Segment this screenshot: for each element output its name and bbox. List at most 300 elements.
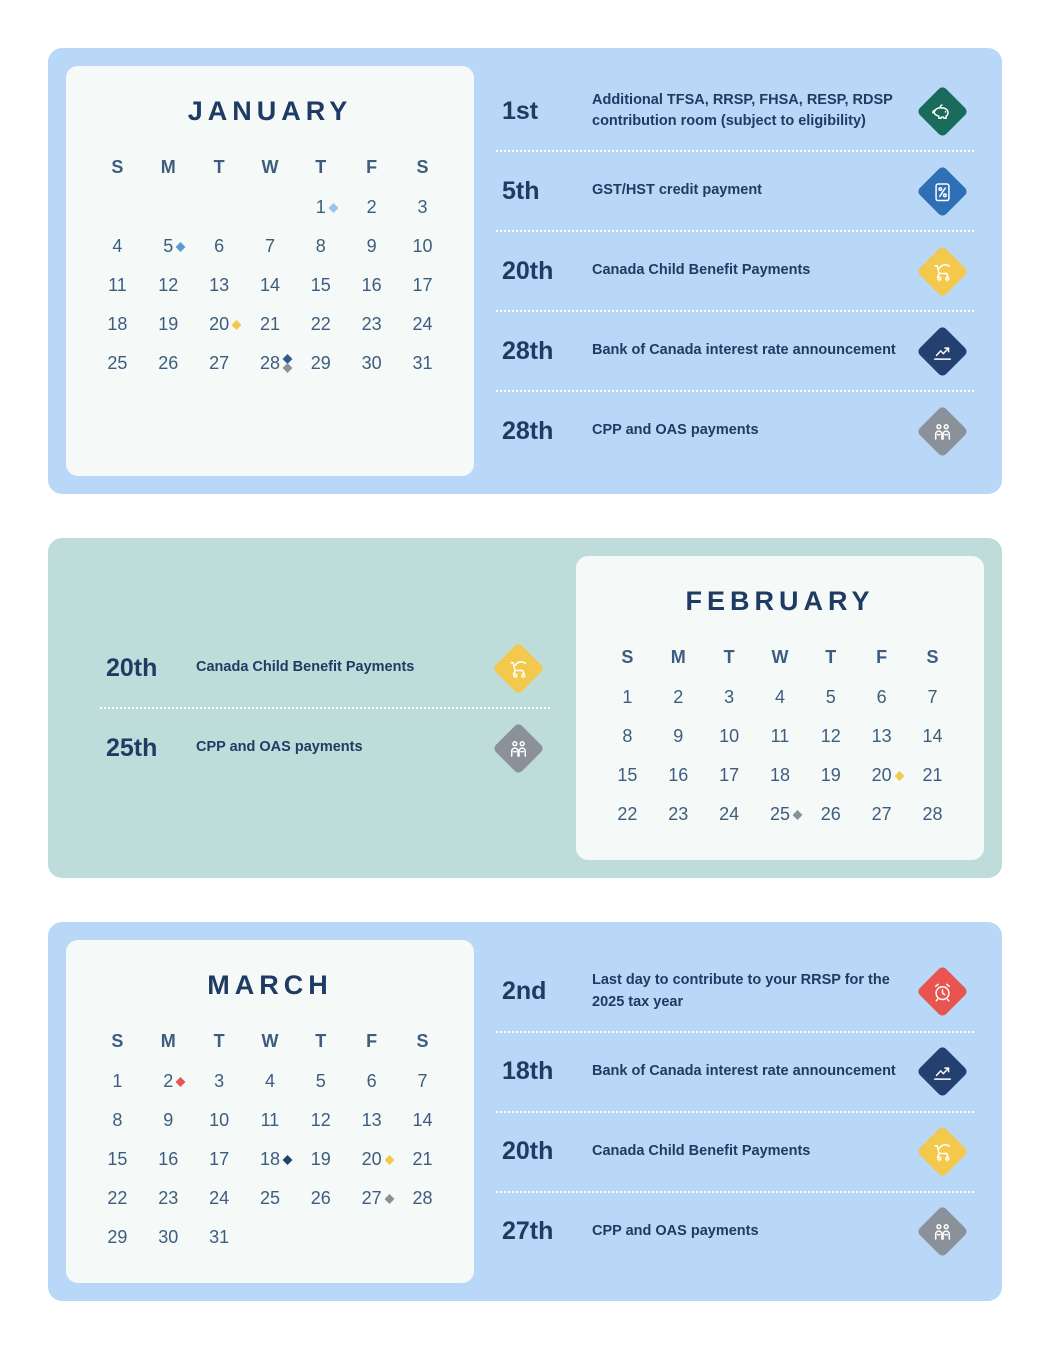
- calendar-day-cell[interactable]: [194, 266, 245, 305]
- weekday-header: W: [771, 647, 789, 667]
- event-description: CPP and OAS payments: [592, 422, 759, 439]
- months-container: [48, 48, 1002, 1301]
- calendar-day-cell[interactable]: [245, 266, 296, 305]
- calendar-day-marker-dot: [384, 1194, 394, 1204]
- calendar-day-number: 22: [617, 804, 638, 824]
- calendar-day-number: 5: [315, 1071, 326, 1091]
- event-icon-glyph: [931, 1221, 953, 1243]
- calendar-day-number: 28: [260, 353, 280, 374]
- event-icon-badge: [916, 245, 968, 297]
- calendar-day-number: 2: [163, 1071, 173, 1092]
- event-row[interactable]: [496, 1113, 974, 1193]
- calendar-day-number: 31: [412, 353, 433, 373]
- calendar-day-number: 11: [108, 275, 127, 295]
- calendar-day-marker-dot: [283, 1155, 293, 1165]
- calendar-day-number: 3: [724, 687, 735, 707]
- alarm-clock-icon: [916, 966, 968, 1018]
- event-row[interactable]: [496, 232, 974, 312]
- weekday-header: F: [366, 157, 378, 177]
- calendar-day-marker-dot: [176, 1077, 186, 1087]
- calendar-day-cell[interactable]: [856, 717, 907, 756]
- event-day: 27th: [502, 1217, 554, 1245]
- calendar-day-cell[interactable]: [907, 678, 958, 717]
- calendar-day-number: 15: [617, 765, 638, 785]
- calendar-day-cell[interactable]: [397, 266, 448, 305]
- event-day: 5th: [502, 176, 540, 205]
- event-icon-glyph: [931, 180, 953, 202]
- event-day: 20th: [502, 1137, 554, 1165]
- calendar-day-number: 12: [820, 726, 841, 746]
- calendar-day-number: 21: [412, 1149, 433, 1169]
- calendar-day-number: 12: [310, 1110, 331, 1130]
- calendar-day-cell[interactable]: [755, 678, 806, 717]
- calendar-day-cell[interactable]: [907, 717, 958, 756]
- calendar-day-number: 22: [310, 314, 331, 334]
- event-icon-badge: [916, 165, 968, 217]
- weekday-header-row: [92, 1027, 448, 1062]
- calendar-day-cell[interactable]: [346, 188, 397, 227]
- event-day: 18th: [502, 1057, 554, 1085]
- calendar-day-number: 24: [719, 804, 740, 824]
- calendar-day-cell[interactable]: [704, 717, 755, 756]
- calendar-day-cell[interactable]: [245, 1062, 296, 1101]
- event-icon-badge: [916, 965, 968, 1017]
- calendar-week-row: [92, 1140, 448, 1179]
- event-description: Last day to contribute to your RRSP for the 2025 tax year: [592, 972, 890, 1010]
- calendar-day-cell[interactable]: [602, 678, 653, 717]
- calendar-day-number: 29: [107, 1227, 128, 1247]
- calendar-day-number: 6: [366, 1071, 377, 1091]
- event-row[interactable]: [100, 629, 550, 709]
- stroller-icon: [916, 1126, 968, 1178]
- event-row[interactable]: [496, 953, 974, 1033]
- calendar-day-number: 19: [820, 765, 841, 785]
- calendar-day-marker-dot: [793, 810, 803, 820]
- calendar-empty-cell: [295, 1218, 346, 1257]
- calendar-day-number: 12: [158, 275, 179, 295]
- calendar-day-cell[interactable]: [194, 1218, 245, 1257]
- calendar-day-cell[interactable]: [346, 305, 397, 344]
- calendar-day-cell[interactable]: [755, 717, 806, 756]
- weekday-header: F: [876, 647, 888, 667]
- calendar-day-cell[interactable]: [92, 1218, 143, 1257]
- calendar-week-row: [602, 717, 958, 756]
- calendar-day-number: 29: [310, 353, 331, 373]
- calendar-day-cell[interactable]: [397, 227, 448, 266]
- event-icon-glyph: [931, 981, 953, 1003]
- calendar-week-row: [602, 678, 958, 717]
- calendar-week-row: [602, 795, 958, 834]
- weekday-header: T: [315, 1031, 327, 1051]
- weekday-header-row: [92, 153, 448, 188]
- calendar-day-cell[interactable]: [143, 344, 194, 383]
- weekday-header: M: [670, 647, 686, 667]
- calendar-day-cell[interactable]: [295, 266, 346, 305]
- calendar-day-cell[interactable]: [346, 266, 397, 305]
- calendar-day-number: 21: [259, 314, 280, 334]
- weekday-header: S: [621, 647, 634, 667]
- calendar-week-row: [92, 1179, 448, 1218]
- calendar-day-cell[interactable]: [653, 717, 704, 756]
- calendar-day-cell[interactable]: [245, 305, 296, 344]
- calendar-day-cell[interactable]: [92, 1101, 143, 1140]
- calendar-day-cell[interactable]: [907, 795, 958, 834]
- event-day: 1st: [502, 96, 539, 125]
- calendar-day-cell[interactable]: [805, 795, 856, 834]
- calendar-day-cell[interactable]: [143, 1101, 194, 1140]
- event-icon-badge: [916, 405, 968, 457]
- calendar-day-number: 23: [158, 1188, 179, 1208]
- calendar-day-number: 28: [412, 1188, 433, 1208]
- calendar-day-number: 3: [417, 197, 428, 217]
- calendar-day-cell[interactable]: [602, 717, 653, 756]
- events-list-january: [474, 66, 984, 476]
- calendar-day-number: 17: [209, 1149, 230, 1169]
- calendar-day-cell[interactable]: [194, 344, 245, 383]
- calendar-day-number: 27: [362, 1188, 382, 1209]
- weekday-header: M: [160, 1031, 176, 1051]
- calendar-day-number: 1: [112, 1071, 123, 1091]
- calendar-day-cell[interactable]: [704, 678, 755, 717]
- event-row[interactable]: [496, 1193, 974, 1271]
- calendar-card-march: [66, 940, 474, 1283]
- calendar-day-cell[interactable]: [602, 795, 653, 834]
- calendar-day-number: 14: [259, 275, 280, 295]
- month-block-february: [48, 538, 1002, 878]
- calendar-day-number: 20: [872, 765, 892, 786]
- event-row[interactable]: [496, 72, 974, 152]
- calendar-day-cell[interactable]: [143, 1062, 194, 1101]
- calendar-day-number: 28: [922, 804, 943, 824]
- calendar-day-number: 21: [922, 765, 943, 785]
- calendar-month-title: FEBRUARY: [685, 586, 875, 616]
- event-description: Canada Child Benefit Payments: [592, 1142, 811, 1159]
- calendar-day-cell[interactable]: [295, 1179, 346, 1218]
- calendar-empty-cell: [194, 188, 245, 227]
- weekday-header: T: [315, 157, 327, 177]
- month-block-march: [48, 922, 1002, 1301]
- event-icon-glyph: [931, 1061, 953, 1083]
- calendar-day-number: 31: [209, 1227, 230, 1247]
- event-icon-badge: [916, 85, 968, 137]
- calendar-day-cell[interactable]: [856, 678, 907, 717]
- calendar-day-cell[interactable]: [755, 795, 806, 834]
- calendar-day-cell[interactable]: [143, 1140, 194, 1179]
- stroller-icon: [492, 642, 544, 694]
- calendar-day-cell[interactable]: [92, 227, 143, 266]
- calendar-day-cell[interactable]: [194, 227, 245, 266]
- calendar-day-number: 5: [825, 687, 836, 707]
- calendar-day-number: 26: [820, 804, 841, 824]
- event-description: Bank of Canada interest rate announcement: [592, 1062, 896, 1079]
- calendar-day-cell[interactable]: [295, 188, 346, 227]
- event-row[interactable]: [496, 392, 974, 470]
- calendar-day-cell[interactable]: [653, 678, 704, 717]
- calendar-day-number: 26: [158, 353, 179, 373]
- calendar-day-number: 9: [673, 726, 684, 746]
- calendar-card-february: [576, 556, 984, 860]
- event-row[interactable]: [496, 312, 974, 392]
- calendar-day-cell[interactable]: [92, 305, 143, 344]
- event-icon-glyph: [931, 100, 953, 122]
- calendar-day-cell[interactable]: [704, 795, 755, 834]
- calendar-day-number: 23: [668, 804, 689, 824]
- calendar-day-cell[interactable]: [397, 1101, 448, 1140]
- calendar-day-number: 1: [622, 687, 633, 707]
- calendar-day-marker-dot: [232, 320, 242, 330]
- weekday-header-row: [602, 643, 958, 678]
- seniors-icon: [492, 722, 544, 774]
- weekday-header: W: [261, 1031, 279, 1051]
- weekday-header: S: [416, 1031, 429, 1051]
- calendar-day-number: 16: [158, 1149, 179, 1169]
- calendar-month-title: JANUARY: [187, 96, 353, 126]
- calendar-day-number: 10: [719, 726, 740, 746]
- calendar-day-cell[interactable]: [346, 1140, 397, 1179]
- event-day: 28th: [502, 336, 554, 365]
- calendar-empty-cell: [92, 188, 143, 227]
- calendar-day-cell[interactable]: [143, 1218, 194, 1257]
- event-description: Canada Child Benefit Payments: [592, 262, 811, 279]
- event-icon-glyph: [507, 737, 529, 759]
- calendar-empty-cell: [245, 1218, 296, 1257]
- calendar-day-cell[interactable]: [245, 1179, 296, 1218]
- calendar-day-number: 18: [260, 1149, 280, 1170]
- chart-arrow-icon: [916, 1046, 968, 1098]
- calendar-day-cell[interactable]: [704, 756, 755, 795]
- weekday-header: W: [261, 157, 279, 177]
- event-description: CPP and OAS payments: [196, 739, 363, 756]
- calendar-grid: [92, 153, 448, 383]
- calendar-day-number: 7: [927, 687, 938, 707]
- calendar-day-number: 13: [871, 726, 892, 746]
- calendar-day-cell[interactable]: [143, 305, 194, 344]
- weekday-header: T: [723, 647, 735, 667]
- percent-tag-icon: [916, 165, 968, 217]
- calendar-day-number: 4: [112, 236, 123, 256]
- calendar-card-january: [66, 66, 474, 476]
- calendar-day-number: 14: [412, 1110, 433, 1130]
- calendar-day-cell[interactable]: [143, 266, 194, 305]
- calendar-day-cell[interactable]: [92, 266, 143, 305]
- calendar-day-cell[interactable]: [346, 1101, 397, 1140]
- month-block-january: [48, 48, 1002, 494]
- calendar-day-number: 6: [876, 687, 887, 707]
- calendar-day-number: 14: [922, 726, 943, 746]
- event-icon-glyph: [931, 260, 953, 282]
- calendar-day-number: 17: [412, 275, 433, 295]
- calendar-day-number: 4: [264, 1071, 275, 1091]
- event-icon-glyph: [931, 420, 953, 442]
- calendar-week-row: [92, 1062, 448, 1101]
- calendar-day-marker-dot: [328, 203, 338, 213]
- calendar-day-number: 4: [774, 687, 785, 707]
- calendar-day-cell[interactable]: [194, 1101, 245, 1140]
- calendar-day-number: 30: [361, 353, 382, 373]
- calendar-day-cell[interactable]: [295, 344, 346, 383]
- calendar-day-marker-dot: [283, 363, 293, 373]
- events-list-february: [66, 556, 576, 860]
- calendar-day-cell[interactable]: [397, 188, 448, 227]
- calendar-day-number: 25: [770, 804, 790, 825]
- calendar-day-number: 16: [668, 765, 689, 785]
- calendar-week-row: [602, 756, 958, 795]
- calendar-day-number: 13: [209, 275, 230, 295]
- calendar-day-number: 6: [214, 236, 225, 256]
- calendar-day-number: 10: [412, 236, 433, 256]
- calendar-grid: [92, 1027, 448, 1257]
- calendar-day-number: 25: [107, 353, 128, 373]
- calendar-day-cell[interactable]: [194, 1179, 245, 1218]
- calendar-day-cell[interactable]: [397, 1140, 448, 1179]
- calendar-day-number: 18: [769, 765, 790, 785]
- calendar-day-number: 22: [107, 1188, 128, 1208]
- calendar-day-cell[interactable]: [245, 344, 296, 383]
- calendar-day-number: 25: [259, 1188, 280, 1208]
- calendar-day-cell[interactable]: [346, 227, 397, 266]
- calendar-day-number: 8: [315, 236, 326, 256]
- calendar-day-cell[interactable]: [397, 1179, 448, 1218]
- calendar-day-cell[interactable]: [856, 795, 907, 834]
- calendar-day-cell[interactable]: [295, 1062, 346, 1101]
- event-description: Canada Child Benefit Payments: [196, 659, 415, 676]
- calendar-day-number: 8: [112, 1110, 123, 1130]
- calendar-day-cell[interactable]: [194, 305, 245, 344]
- calendar-empty-cell: [397, 1218, 448, 1257]
- calendar-day-cell[interactable]: [856, 756, 907, 795]
- calendar-day-cell[interactable]: [245, 227, 296, 266]
- event-description: CPP and OAS payments: [592, 1222, 759, 1239]
- calendar-day-number: 19: [310, 1149, 331, 1169]
- calendar-day-cell[interactable]: [653, 795, 704, 834]
- calendar-week-row: [92, 266, 448, 305]
- calendar-day-cell[interactable]: [143, 227, 194, 266]
- calendar-day-cell[interactable]: [295, 1140, 346, 1179]
- calendar-day-marker-dot: [176, 242, 186, 252]
- calendar-week-row: [92, 344, 448, 383]
- calendar-day-cell[interactable]: [194, 1140, 245, 1179]
- calendar-day-cell[interactable]: [295, 227, 346, 266]
- calendar-day-number: 13: [361, 1110, 382, 1130]
- calendar-day-cell[interactable]: [397, 1062, 448, 1101]
- calendar-day-number: 2: [673, 687, 684, 707]
- calendar-empty-cell: [346, 1218, 397, 1257]
- weekday-header: F: [366, 1031, 378, 1051]
- calendar-week-row: [92, 1101, 448, 1140]
- calendar-week-row: [92, 188, 448, 227]
- calendar-day-number: 9: [366, 236, 377, 256]
- calendar-day-number: 24: [412, 314, 433, 334]
- event-icon-badge: [492, 642, 544, 694]
- calendar-day-number: 27: [209, 353, 230, 373]
- calendar-day-number: 15: [310, 275, 331, 295]
- calendar-day-cell[interactable]: [653, 756, 704, 795]
- calendar-day-cell[interactable]: [346, 344, 397, 383]
- calendar-day-cell[interactable]: [397, 305, 448, 344]
- event-icon-badge: [916, 1045, 968, 1097]
- calendar-day-cell[interactable]: [245, 1140, 296, 1179]
- weekday-header: T: [213, 157, 225, 177]
- calendar-day-number: 20: [209, 314, 229, 335]
- calendar-day-number: 11: [770, 726, 790, 746]
- chart-arrow-icon: [916, 325, 968, 377]
- event-day: 28th: [502, 416, 554, 445]
- calendar-day-cell[interactable]: [194, 1062, 245, 1101]
- weekday-header: T: [213, 1031, 225, 1051]
- calendar-day-number: 5: [163, 236, 173, 257]
- calendar-week-row: [92, 1218, 448, 1257]
- calendar-day-marker-dot: [894, 771, 904, 781]
- calendar-day-cell[interactable]: [805, 717, 856, 756]
- event-icon-badge: [916, 1125, 968, 1177]
- calendar-day-number: 2: [366, 197, 377, 217]
- calendar-day-cell[interactable]: [92, 1140, 143, 1179]
- calendar-day-number: 30: [158, 1227, 179, 1247]
- calendar-day-number: 10: [209, 1110, 230, 1130]
- calendar-day-cell[interactable]: [245, 1101, 296, 1140]
- calendar-day-cell[interactable]: [92, 1062, 143, 1101]
- weekday-header: S: [111, 157, 124, 177]
- calendar-day-number: 24: [209, 1188, 230, 1208]
- calendar-day-number: 17: [719, 765, 740, 785]
- calendar-day-marker-dot: [384, 1155, 394, 1165]
- piggy-bank-icon: [916, 85, 968, 137]
- calendar-day-cell[interactable]: [92, 344, 143, 383]
- calendar-week-row: [92, 305, 448, 344]
- event-icon-badge: [916, 1205, 968, 1257]
- calendar-month-title: MARCH: [207, 970, 333, 1000]
- calendar-day-cell[interactable]: [805, 678, 856, 717]
- calendar-day-cell[interactable]: [907, 756, 958, 795]
- event-description: GST/HST credit payment: [592, 182, 763, 199]
- event-icon-glyph: [931, 1141, 953, 1163]
- event-icon-badge: [492, 722, 544, 774]
- calendar-day-cell[interactable]: [755, 756, 806, 795]
- calendar-day-number: 11: [260, 1110, 280, 1130]
- calendar-day-number: 26: [310, 1188, 331, 1208]
- event-icon-badge: [916, 325, 968, 377]
- calendar-grid: [602, 643, 958, 834]
- weekday-header: M: [160, 157, 176, 177]
- event-row[interactable]: [496, 1033, 974, 1113]
- calendar-day-number: 15: [107, 1149, 128, 1169]
- event-row[interactable]: [496, 152, 974, 232]
- event-icon-glyph: [931, 340, 953, 362]
- seniors-icon: [916, 405, 968, 457]
- weekday-header: T: [825, 647, 837, 667]
- calendar-day-cell[interactable]: [295, 1101, 346, 1140]
- calendar-day-cell[interactable]: [397, 344, 448, 383]
- calendar-day-number: 7: [417, 1071, 428, 1091]
- calendar-day-cell[interactable]: [805, 756, 856, 795]
- calendar-day-cell[interactable]: [602, 756, 653, 795]
- calendar-day-number: 18: [107, 314, 128, 334]
- events-list-march: [474, 940, 984, 1283]
- event-day: 20th: [502, 256, 554, 285]
- event-day: 20th: [106, 653, 158, 682]
- calendar-day-number: 9: [163, 1110, 174, 1130]
- weekday-header: S: [926, 647, 939, 667]
- calendar-day-cell[interactable]: [346, 1179, 397, 1218]
- calendar-day-cell[interactable]: [143, 1179, 194, 1218]
- event-row[interactable]: [100, 709, 550, 787]
- calendar-day-cell[interactable]: [295, 305, 346, 344]
- event-description: Bank of Canada interest rate announcement: [592, 342, 896, 359]
- calendar-day-number: 27: [871, 804, 892, 824]
- calendar-day-cell[interactable]: [92, 1179, 143, 1218]
- calendar-empty-cell: [245, 188, 296, 227]
- calendar-day-cell[interactable]: [346, 1062, 397, 1101]
